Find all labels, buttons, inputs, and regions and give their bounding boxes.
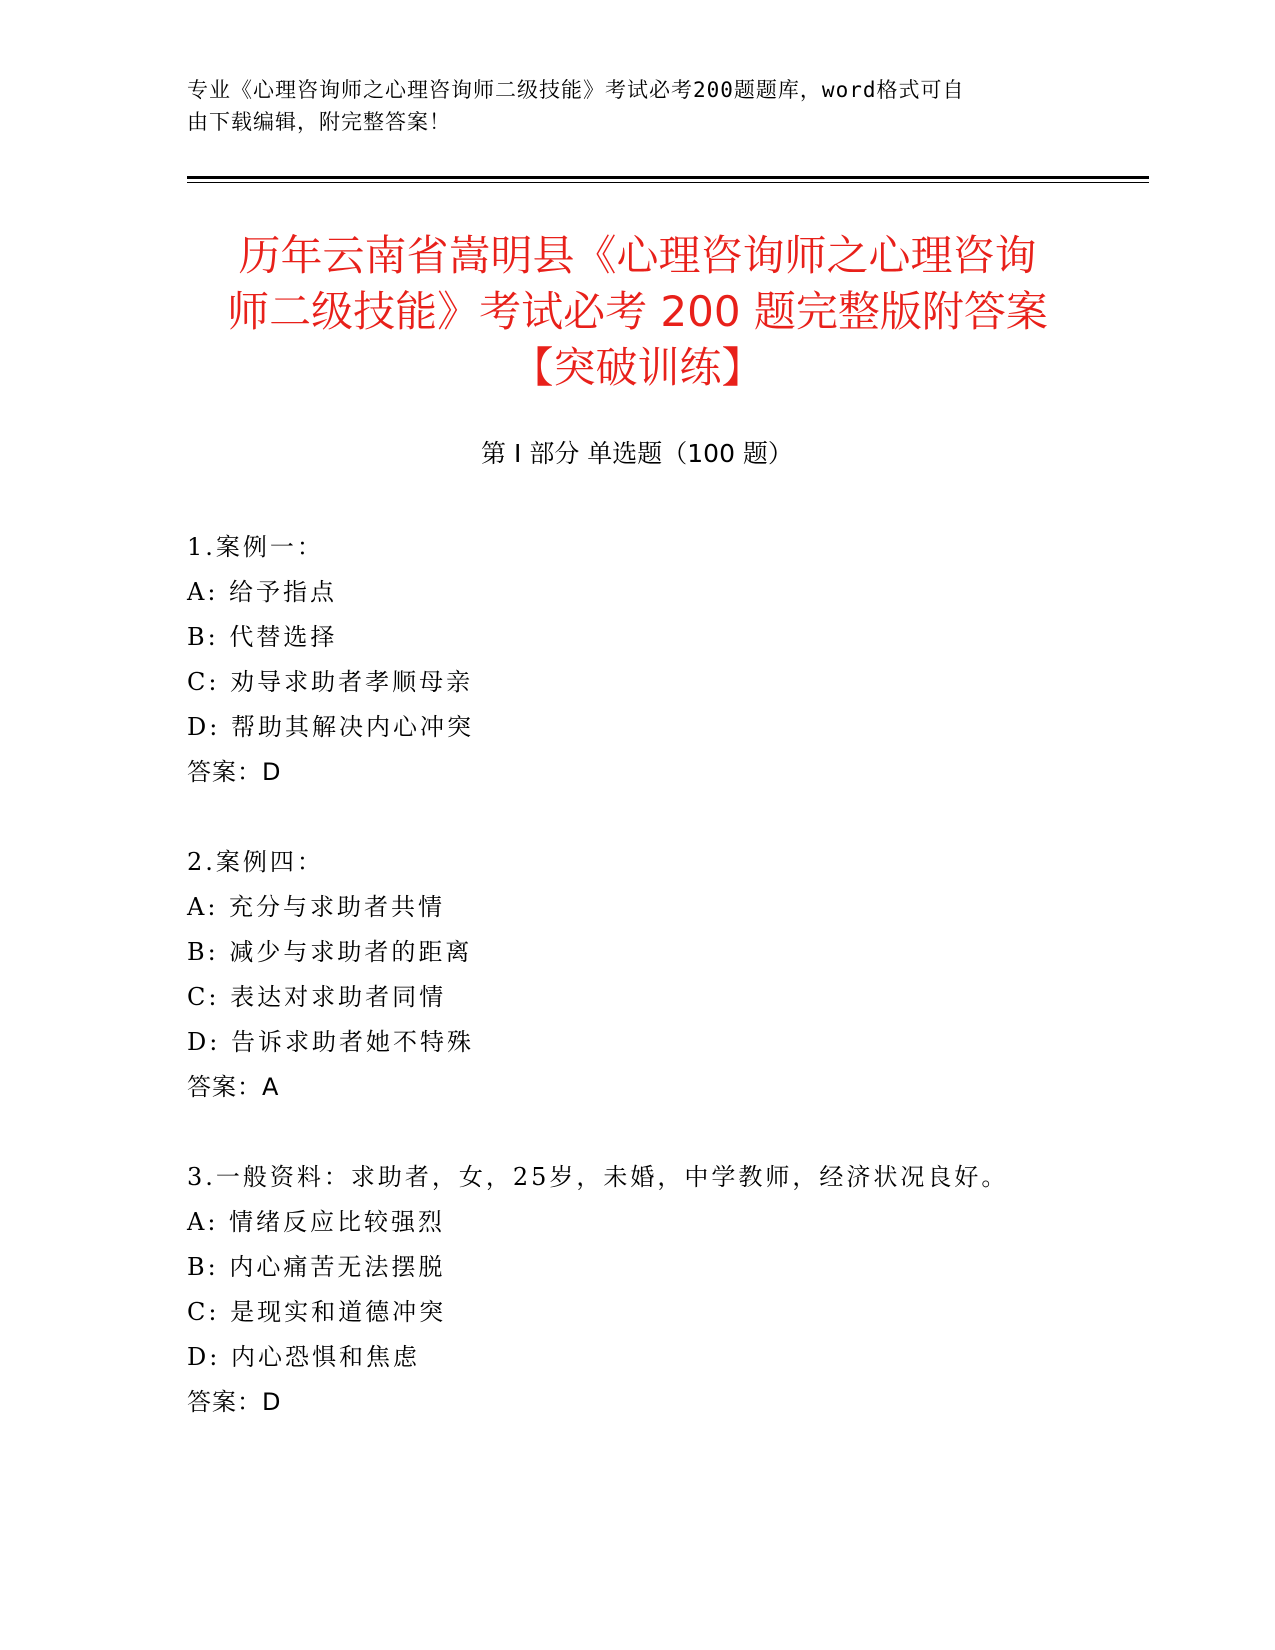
question-item (187, 525, 1087, 795)
answer: 答案：D (187, 758, 282, 786)
option-a: A: 情绪反应比较强烈 (187, 1208, 446, 1236)
document-title (170, 228, 1105, 396)
answer: 答案：A (187, 1073, 280, 1101)
answer: 答案：D (187, 1388, 282, 1416)
header-rule-thin (187, 182, 1149, 183)
header-rule-thick (187, 176, 1149, 179)
document-title-line-1: 历年云南省嵩明县《心理咨询师之心理咨询 (238, 231, 1037, 280)
option-c: C: 是现实和道德冲突 (187, 1298, 447, 1326)
section-title: 第 I 部分 单选题（100 题） (481, 439, 793, 468)
header-note (187, 74, 1067, 138)
option-d: D: 告诉求助者她不特殊 (187, 1028, 474, 1056)
document-title-line-2: 师二级技能》考试必考 200 题完整版附答案 (227, 287, 1048, 336)
option-b: B: 代替选择 (187, 623, 338, 651)
document-title-line-3: 【突破训练】 (511, 343, 764, 392)
question-list (187, 525, 1087, 1470)
option-d: D: 帮助其解决内心冲突 (187, 713, 474, 741)
question-stem: 3.一般资料：求助者，女，25岁，未婚，中学教师，经济状况良好。 (187, 1163, 1009, 1191)
question-stem: 2.案例四： (187, 848, 324, 876)
option-c: C: 劝导求助者孝顺母亲 (187, 668, 474, 696)
header-note-line-2: 由下载编辑，附完整答案！ (187, 110, 451, 134)
question-stem: 1.案例一： (187, 533, 324, 561)
option-b: B: 减少与求助者的距离 (187, 938, 473, 966)
option-b: B: 内心痛苦无法摆脱 (187, 1253, 446, 1281)
question-item (187, 840, 1087, 1110)
option-c: C: 表达对求助者同情 (187, 983, 447, 1011)
header-note-line-1: 专业《心理咨询师之心理咨询师二级技能》考试必考200题题库，word格式可自 (187, 78, 965, 102)
question-item (187, 1155, 1087, 1425)
option-a: A: 给予指点 (187, 578, 338, 606)
option-d: D: 内心恐惧和焦虑 (187, 1343, 420, 1371)
option-a: A: 充分与求助者共情 (187, 893, 446, 921)
